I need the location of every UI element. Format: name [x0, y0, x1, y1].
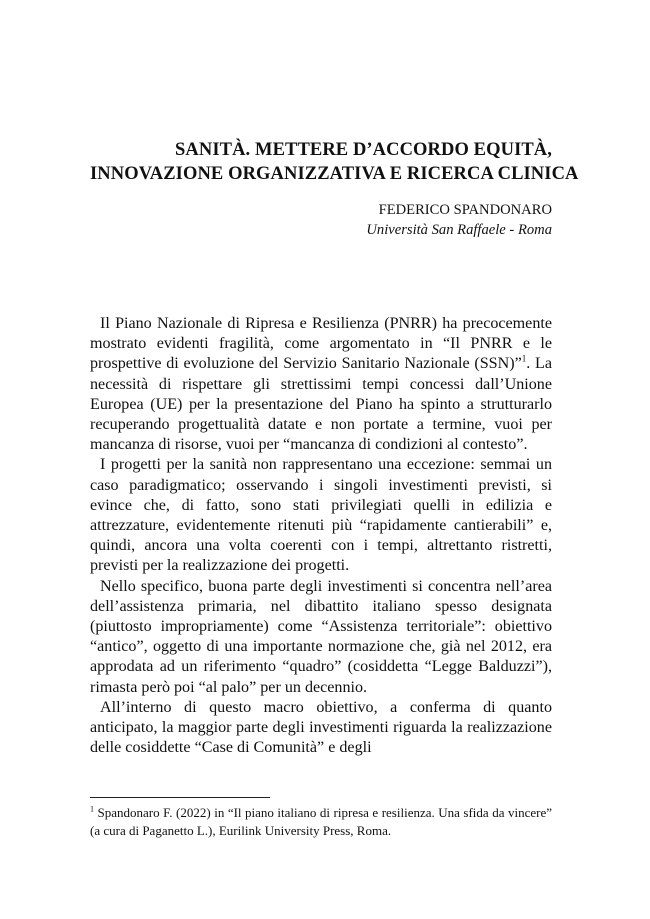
- paragraph-4: All’interno di questo macro obiettivo, a conferma di quanto anticipato, la maggior parte degli investimenti riguarda la realizzazione delle cosiddette “Case di Comunità” e degli: [90, 698, 552, 757]
- footnote-separator: [90, 797, 270, 798]
- paragraph-3: Nello specifico, buona parte degli investimenti si concentra nell’area dell’assistenza primaria, nel dibattito italiano spesso designata (piuttosto impropriamente) come “Assistenza territoriale”: obiettivo “antico”, oggetto di una importante normazione che, già nel 2012, era approdata ad un riferimento “quadro” (cosiddetta “Legge Balduzzi”), rimasta però poi “al palo” per un decennio.: [90, 577, 552, 696]
- author-name: FEDERICO SPANDONARO: [378, 202, 552, 218]
- author-affiliation: Università San Raffaele - Roma: [366, 222, 552, 238]
- chapter-title-line-2: INNOVAZIONE ORGANIZZATIVA E RICERCA CLINICA: [90, 164, 579, 184]
- body-text: [90, 314, 552, 758]
- author-block: [366, 200, 552, 240]
- paragraph-1-text-start: Il Piano Nazionale di Ripresa e Resilienza (PNRR) ha precocemente mostrato evidenti fragilità, come argomentato in “Il PNRR e le prospettive di evoluzione del Servizio Sanitario Nazionale (SSN)”: [90, 315, 552, 373]
- paragraph-2: I progetti per la sanità non rappresentano una eccezione: semmai un caso paradigmatico; osservando i singoli investimenti previsti, si evince che, di fatto, sono stati privilegiati quelli in edilizia e attrezzature, evidentemente ritenuti più “rapidamente cantierabili” e, quindi, ancora una volta coerenti con i tempi, altrettanto ristretti, previsti per la realizzazione dei progetti.: [90, 456, 552, 575]
- footnote: [90, 804, 552, 839]
- chapter-title-line-1: SANITÀ. METTERE D’ACCORDO EQUITÀ,: [175, 140, 552, 160]
- paragraph-1-text-end: . La necessità di rispettare gli strettissimi tempi concessi dall’Unione Europea (UE) per la presentazione del Piano ha spinto a strutturarlo recuperando progettualità datate e non portate a termine, vuoi per mancanza di risorse, vuoi per “mancanza di condizioni al contesto”.: [90, 355, 552, 454]
- footnote-number: 1: [90, 804, 94, 814]
- paragraph-1: [90, 314, 552, 455]
- footnote-reference: 1: [521, 354, 527, 365]
- footnote-text: Spandonaro F. (2022) in “Il piano italiano di ripresa e resilienza. Una sfida da vincere” (a cura di Paganetto L.), Eurilink University Press, Roma.: [90, 805, 552, 838]
- chapter-title: [90, 138, 579, 186]
